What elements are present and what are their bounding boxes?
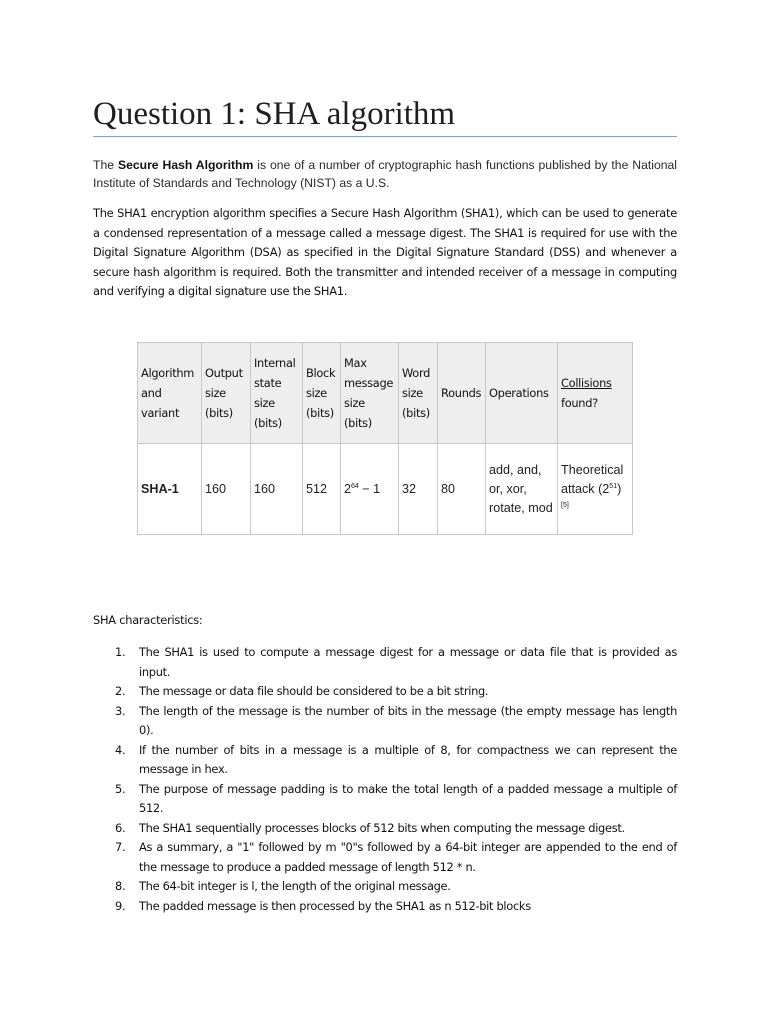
table-row bbox=[138, 444, 633, 535]
list-item-text: The purpose of message padding is to make the total length of a padded message a multiple of 512. bbox=[139, 781, 677, 815]
list-item bbox=[93, 877, 677, 897]
header-block-size: Block size (bits) bbox=[303, 343, 341, 444]
cell-word-size: 32 bbox=[399, 444, 438, 535]
collisions-reference-link[interactable]: [5] bbox=[561, 501, 569, 509]
cell-block-size: 512 bbox=[303, 444, 341, 535]
cell-internal-state-size: 160 bbox=[251, 444, 303, 535]
collisions-found-label: found? bbox=[561, 396, 598, 410]
list-item-text: If the number of bits in a message is a multiple of 8, for compactness we can represent the message in hex. bbox=[139, 742, 677, 776]
characteristics-heading: SHA characteristics: bbox=[93, 613, 203, 627]
list-item bbox=[93, 838, 677, 877]
list-item-text: The SHA1 sequentially processes blocks of 512 bits when computing the message digest. bbox=[139, 820, 625, 835]
characteristics-list bbox=[93, 643, 677, 916]
intro-prefix: The bbox=[93, 158, 118, 172]
collisions-close: ) bbox=[617, 481, 622, 496]
collisions-text: Theoretical attack (2 bbox=[561, 462, 624, 496]
list-item-number: 4. bbox=[115, 742, 126, 757]
list-item-number: 7. bbox=[115, 840, 126, 854]
collisions-exponent: 51 bbox=[609, 482, 618, 490]
title-underline bbox=[93, 136, 677, 137]
list-item bbox=[93, 682, 677, 702]
list-item-text: The message or data file should be considered to be a bit string. bbox=[139, 684, 489, 698]
list-item bbox=[93, 897, 677, 917]
list-item-number: 1. bbox=[115, 645, 126, 659]
intro-bold-term: Secure Hash Algorithm bbox=[117, 158, 254, 172]
cell-collisions bbox=[558, 444, 633, 535]
variant-label: SHA-1 bbox=[141, 481, 179, 496]
list-item-number: 8. bbox=[115, 879, 126, 893]
cell-output-size: 160 bbox=[202, 444, 251, 535]
list-item bbox=[93, 780, 677, 819]
header-collisions bbox=[558, 343, 633, 444]
list-item-number: 9. bbox=[115, 898, 126, 913]
max-exponent: 64 bbox=[351, 482, 359, 490]
collisions-link[interactable]: Collisions bbox=[561, 376, 612, 390]
list-item-text: The padded message is then processed by the SHA1 as n 512-bit blocks bbox=[139, 898, 531, 913]
header-internal-state-size: Internal state size (bits) bbox=[251, 343, 303, 444]
sha1-description-paragraph: The SHA1 encryption algorithm specifies a Secure Hash Algorithm (SHA1), which can be used to generate a condensed representation of a message called a message digest. The SHA1 is required for use with the Digital Signature Algorithm (DSA) as specified in the Digital Signature Standard (DSS) and whenever a secure hash algorithm is required. Both the transmitter and intended receiver of a message in computing and verifying a digital signature use the SHA1. bbox=[93, 206, 677, 298]
list-item bbox=[93, 702, 677, 741]
cell-rounds: 80 bbox=[438, 444, 486, 535]
cell-operations: add, and, or, xor, rotate, mod bbox=[486, 444, 558, 535]
intro-paragraph bbox=[93, 156, 677, 192]
header-algorithm: Algorithm and variant bbox=[138, 343, 202, 444]
cell-max-message-size bbox=[341, 444, 399, 535]
cell-variant bbox=[138, 444, 202, 535]
list-item-text: The length of the message is the number of bits in the message (the empty message has length 0). bbox=[139, 703, 677, 737]
list-item-text: The 64-bit integer is l, the length of the original message. bbox=[139, 879, 451, 893]
list-item-text: The SHA1 is used to compute a message digest for a message or data file that is provided as input. bbox=[139, 645, 677, 679]
list-item-number: 3. bbox=[115, 703, 126, 718]
max-suffix: − 1 bbox=[358, 481, 381, 496]
list-item-number: 2. bbox=[115, 684, 126, 698]
intro-rest: is one of a number of cryptographic hash functions published by the National Institute of Standards and Technology (NIST) as a U.S. bbox=[93, 158, 677, 190]
sha-comparison-table bbox=[137, 342, 633, 535]
header-max-message-size: Max message size (bits) bbox=[341, 343, 399, 444]
list-item-number: 5. bbox=[115, 781, 126, 796]
list-item bbox=[93, 741, 677, 780]
page-title: Question 1: SHA algorithm bbox=[93, 96, 456, 132]
list-item-text: As a summary, a "1" followed by m "0"s followed by a 64-bit integer are appended to the end of the message to produce a padded message of length 512 * n. bbox=[139, 840, 677, 874]
list-item bbox=[93, 819, 677, 839]
header-word-size: Word size (bits) bbox=[399, 343, 438, 444]
header-output-size: Output size (bits) bbox=[202, 343, 251, 444]
header-rounds: Rounds bbox=[438, 343, 486, 444]
list-item-number: 6. bbox=[115, 820, 126, 835]
table-header-row bbox=[138, 343, 633, 444]
list-item bbox=[93, 643, 677, 682]
header-operations: Operations bbox=[486, 343, 558, 444]
max-base: 2 bbox=[344, 481, 352, 496]
